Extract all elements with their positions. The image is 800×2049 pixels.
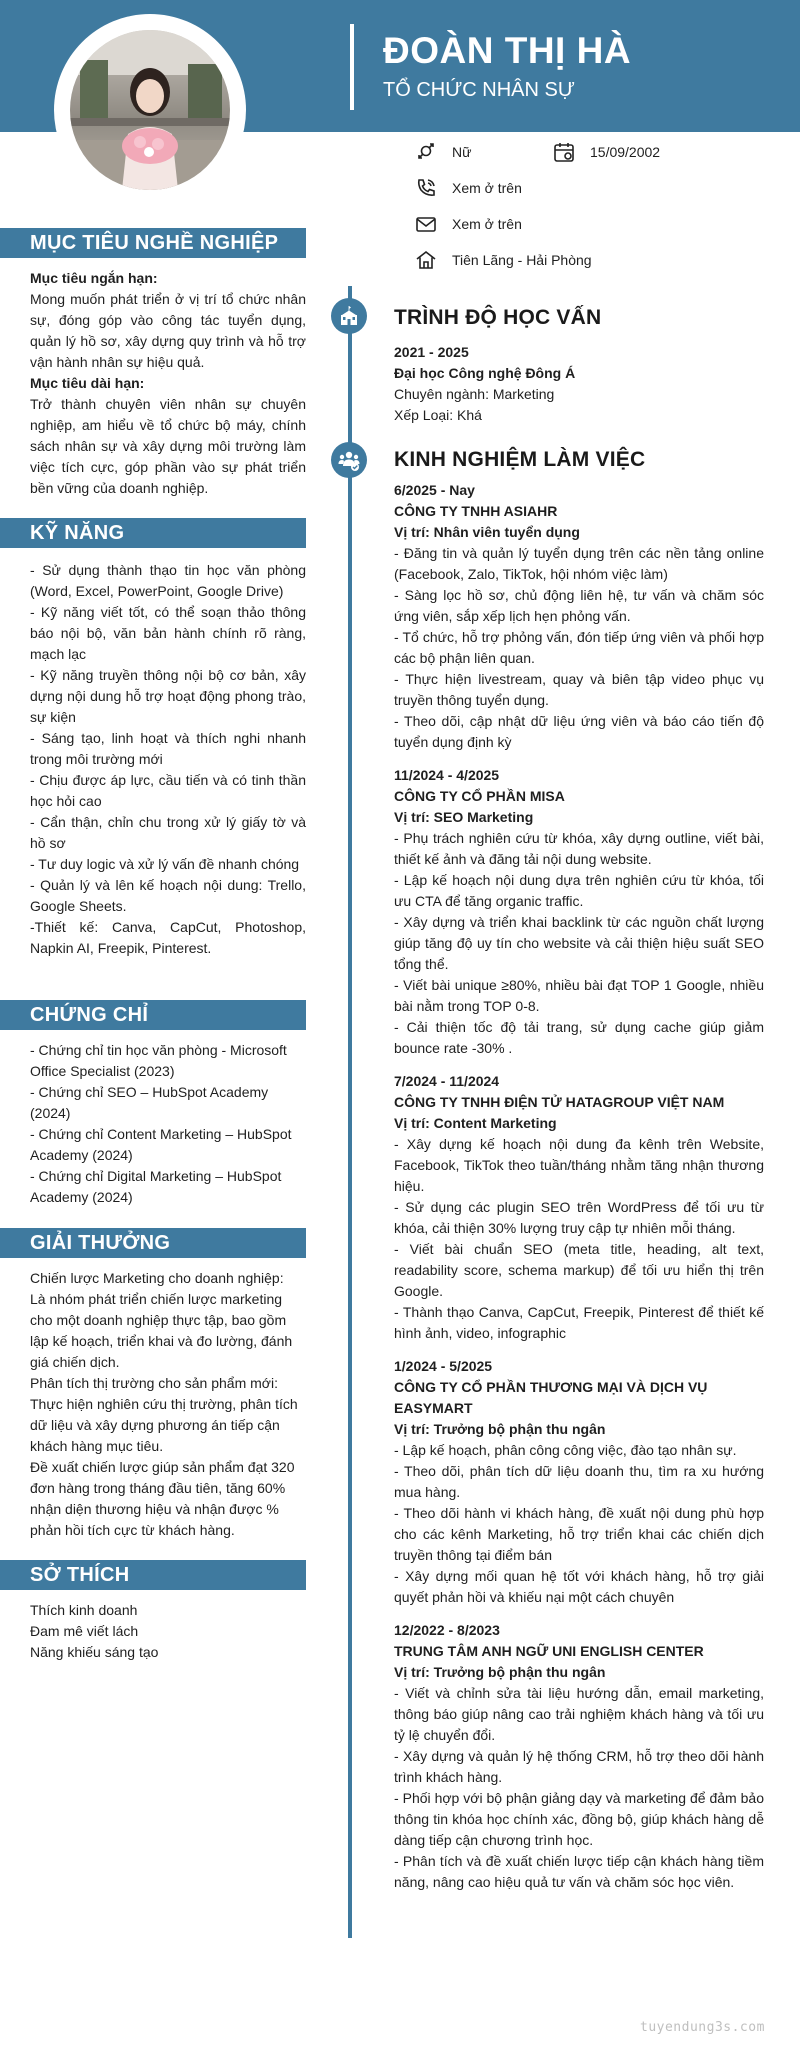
- job-bullet: - Sàng lọc hồ sơ, chủ động liên hệ, tư vấn và chăm sóc ứng viên, sắp xếp lịch hẹn phỏng vấn.: [394, 587, 764, 624]
- skill-item: - Cẩn thận, chỉn chu trong xử lý giấy tờ và hồ sơ: [30, 814, 306, 851]
- hobbies-header: [0, 1560, 306, 1590]
- job-bullet: - Phụ trách nghiên cứu từ khóa, xây dựng outline, viết bài, thiết kế ảnh và đăng tải nội dung website.: [394, 830, 764, 867]
- job-bullet: - Lập kế hoạch nội dung dựa trên nghiên cứu từ khóa, tối ưu CTA để tăng organic traffic.: [394, 872, 764, 909]
- job-bullet: - Xây dựng và quản lý hệ thống CRM, hỗ trợ theo dõi hành trình khách hàng.: [394, 1748, 764, 1785]
- education-section: [394, 306, 764, 426]
- skill-item: - Kỹ năng viết tốt, có thể soạn thảo thông báo nội bộ, văn bản hành chính rõ ràng, mạch lạc: [30, 604, 306, 662]
- phone-icon: [414, 176, 438, 200]
- short-term-label: Mục tiêu ngắn hạn:: [30, 270, 158, 286]
- job-company: CÔNG TY TNHH ASIAHR: [394, 503, 558, 519]
- skills-section: [30, 560, 306, 959]
- job-period: 1/2024 - 5/2025: [394, 1358, 493, 1374]
- job-position: Vị trí: Content Marketing: [394, 1115, 557, 1131]
- job-position: Vị trí: Nhân viên tuyển dụng: [394, 524, 580, 540]
- home-icon: [414, 248, 438, 272]
- hobby-item: Thích kinh doanh: [30, 1602, 138, 1618]
- short-term-text: Mong muốn phát triển ở vị trí tổ chức nhân sự, đóng góp vào công tác tuyển dụng, quản lý hồ sơ, xây dựng quy trình và hỗ trợ vận hành nhân sự hiệu quả.: [30, 291, 306, 370]
- hobbies-section: [30, 1600, 306, 1663]
- job-company: CÔNG TY CỔ PHẦN MISA: [394, 788, 565, 804]
- certificates-title: CHỨNG CHỈ: [0, 1000, 306, 1030]
- objective-section: [30, 268, 306, 499]
- job-bullet: - Phân tích và đề xuất chiến lược tiếp cận khách hàng tiềm năng, nâng cao hiệu quả tư vấn và chăm sóc học viên.: [394, 1853, 764, 1890]
- job-bullet: - Thành thạo Canva, CapCut, Freepik, Pinterest để thiết kế hình ảnh, video, infographic: [394, 1304, 764, 1341]
- awards-title: GIẢI THƯỞNG: [0, 1228, 306, 1258]
- email-value: Xem ở trên: [452, 216, 522, 232]
- skill-item: - Sử dụng thành thạo tin học văn phòng (Word, Excel, PowerPoint, Google Drive): [30, 562, 306, 599]
- job-company: CÔNG TY CỔ PHẦN THƯƠNG MẠI VÀ DỊCH VỤ EASYMART: [394, 1379, 708, 1416]
- certificates-section: [30, 1040, 306, 1208]
- awards-header: [0, 1228, 306, 1258]
- avatar: [70, 30, 230, 190]
- skill-item: - Quản lý và lên kế hoạch nội dung: Trello, Google Sheets.: [30, 877, 306, 914]
- award-line: Là nhóm phát triển chiến lược marketing cho một doanh nghiệp thực tập, bao gồm lập kế hoạch, triển khai và đo lường, đánh giá chiến dịch.: [30, 1291, 293, 1370]
- job-bullet: - Lập kế hoạch, phân công công việc, đào tạo nhân sự.: [394, 1442, 737, 1458]
- education-period: 2021 - 2025: [394, 344, 469, 360]
- hobby-item: Đam mê viết lách: [30, 1623, 139, 1639]
- experience-section: [394, 448, 764, 1905]
- certificates-header: [0, 1000, 306, 1030]
- education-title: TRÌNH ĐỘ HỌC VẤN: [394, 306, 602, 329]
- gender-value: Nữ: [452, 144, 472, 160]
- header-divider: [350, 24, 354, 110]
- job-bullet: - Xây dựng mối quan hệ tốt với khách hàng, hỗ trợ giải quyết phản hồi và khiếu nại một cách chuyên: [394, 1568, 764, 1605]
- education-icon: [331, 298, 367, 334]
- contact-row-gender-birthday: [414, 134, 774, 170]
- skill-item: -Thiết kế: Canva, CapCut, Photoshop, Napkin AI, Freepik, Pinterest.: [30, 919, 306, 956]
- job-period: 7/2024 - 11/2024: [394, 1073, 500, 1089]
- award-line: Thực hiện nghiên cứu thị trường, phân tích dữ liệu và xây dựng phương án tiếp cận khách hàng mục tiêu.: [30, 1396, 298, 1454]
- job-bullet: - Viết và chỉnh sửa tài liệu hướng dẫn, email marketing, thông báo giúp nâng cao trải nghiệm khách hàng và tối ưu tỷ lệ chuyển đổi.: [394, 1685, 764, 1743]
- skills-title: KỸ NĂNG: [0, 518, 306, 548]
- calendar-icon: [552, 140, 576, 164]
- job-entry: [394, 1071, 764, 1344]
- job-bullet: - Theo dõi, cập nhật dữ liệu ứng viên và báo cáo tiến độ tuyển dụng định kỳ: [394, 713, 764, 750]
- job-bullet: - Thực hiện livestream, quay và biên tập video phục vụ truyền thông tuyển dụng.: [394, 671, 764, 708]
- address-value: Tiên Lãng - Hải Phòng: [452, 252, 592, 268]
- job-bullet: - Đăng tin và quản lý tuyển dụng trên các nền tảng online (Facebook, Zalo, TikTok, hội nhóm việc làm): [394, 545, 764, 582]
- job-company: CÔNG TY TNHH ĐIỆN TỬ HATAGROUP VIỆT NAM: [394, 1094, 725, 1110]
- skill-item: - Chịu được áp lực, cầu tiến và có tinh thần học hỏi cao: [30, 772, 306, 809]
- hobby-item: Năng khiếu sáng tạo: [30, 1644, 159, 1660]
- certificate-item: - Chứng chỉ Content Marketing – HubSpot Academy (2024): [30, 1126, 292, 1163]
- contact-row-address: [414, 242, 774, 278]
- education-school: Đại học Công nghệ Đông Á: [394, 365, 576, 381]
- job-bullet: - Xây dựng kế hoạch nội dung đa kênh trên Website, Facebook, TikTok theo tuần/tháng nhằm tăng nhận thương hiệu.: [394, 1136, 764, 1194]
- awards-section: [30, 1268, 306, 1541]
- candidate-name: ĐOÀN THỊ HÀ: [383, 30, 632, 71]
- objective-header: [0, 228, 306, 258]
- award-line: Phân tích thị trường cho sản phẩm mới:: [30, 1375, 278, 1391]
- email-icon: [414, 212, 438, 236]
- education-major: Chuyên ngành: Marketing: [394, 386, 555, 402]
- experience-icon: [331, 442, 367, 478]
- job-entry: [394, 1356, 764, 1608]
- job-position: Vị trí: Trưởng bộ phận thu ngân: [394, 1421, 606, 1437]
- job-bullet: - Cải thiện tốc độ tải trang, sử dụng cache giúp giảm bounce rate -30% .: [394, 1019, 764, 1056]
- job-position: Vị trí: SEO Marketing: [394, 809, 534, 825]
- job-entry: [394, 1620, 764, 1893]
- job-bullet: - Xây dựng và triển khai backlink từ các nguồn chất lượng giúp tăng độ uy tín cho website và cải thiện hiệu suất SEO tổng thể.: [394, 914, 764, 972]
- certificate-item: - Chứng chỉ SEO – HubSpot Academy (2024): [30, 1084, 269, 1121]
- long-term-label: Mục tiêu dài hạn:: [30, 375, 145, 391]
- phone-value: Xem ở trên: [452, 180, 522, 196]
- objective-title: MỤC TIÊU NGHỀ NGHIỆP: [0, 228, 306, 258]
- contact-row-email: [414, 206, 774, 242]
- job-bullet: - Sử dụng các plugin SEO trên WordPress để tối ưu từ khóa, cải thiện 30% lượng truy cập tự nhiên mỗi tháng.: [394, 1199, 764, 1236]
- skill-item: - Sáng tạo, linh hoạt và thích nghi nhanh trong môi trường mới: [30, 730, 306, 767]
- contact-row-phone: [414, 170, 774, 206]
- gender-icon: [414, 140, 438, 164]
- job-bullet: - Phối hợp với bộ phận giảng dạy và marketing để đảm bảo thông tin khóa học chính xác, đồng bộ, giúp khách hàng dễ dàng tiếp cận chương trình học.: [394, 1790, 764, 1848]
- job-bullet: - Viết bài chuẩn SEO (meta title, heading, alt text, readability score, schema markup) để tối ưu hiển thị trên Google.: [394, 1241, 764, 1299]
- certificate-item: - Chứng chỉ tin học văn phòng - Microsoft Office Specialist (2023): [30, 1042, 287, 1079]
- skill-item: - Tư duy logic và xử lý vấn đề nhanh chóng: [30, 856, 300, 872]
- job-period: 12/2022 - 8/2023: [394, 1622, 500, 1638]
- long-term-text: Trở thành chuyên viên nhân sự chuyên nghiệp, am hiểu về tổ chức bộ máy, chính sách nhân sự và xây dựng môi trường làm việc tích cực, góp phần vào sự phát triển bền vững của doanh nghiệp.: [30, 396, 306, 496]
- job-entry: [394, 765, 764, 1059]
- job-entry: [394, 480, 764, 753]
- award-line: Chiến lược Marketing cho doanh nghiệp:: [30, 1270, 284, 1286]
- birthday-value: 15/09/2002: [590, 144, 661, 160]
- award-line: Đề xuất chiến lược giúp sản phẩm đạt 320 đơn hàng trong tháng đầu tiên, tăng 60% nhận diện thương hiệu và nhận được % phản hồi tích cực từ khách hàng.: [30, 1459, 295, 1538]
- job-bullet: - Viết bài unique ≥80%, nhiều bài đạt TOP 1 Google, nhiều bài nằm trong TOP 0-8.: [394, 977, 764, 1014]
- job-period: 11/2024 - 4/2025: [394, 767, 500, 783]
- certificate-item: - Chứng chỉ Digital Marketing – HubSpot Academy (2024): [30, 1168, 282, 1205]
- experience-title: KINH NGHIỆM LÀM VIỆC: [394, 448, 646, 471]
- job-bullet: - Theo dõi, phân tích dữ liệu doanh thu, tìm ra xu hướng mua hàng.: [394, 1463, 764, 1500]
- skill-item: - Kỹ năng truyền thông nội bộ cơ bản, xây dựng nội dung hỗ trợ hoạt động phong trào, sự kiện: [30, 667, 306, 725]
- candidate-role: TỔ CHỨC NHÂN SỰ: [383, 79, 575, 101]
- job-bullet: - Tổ chức, hỗ trợ phỏng vấn, đón tiếp ứng viên và phối hợp các bộ phận liên quan.: [394, 629, 764, 666]
- job-company: TRUNG TÂM ANH NGỮ UNI ENGLISH CENTER: [394, 1643, 704, 1659]
- timeline-line: [348, 286, 352, 1938]
- job-position: Vị trí: Trưởng bộ phận thu ngân: [394, 1664, 606, 1680]
- job-period: 6/2025 - Nay: [394, 482, 475, 498]
- job-bullet: - Theo dõi hành vi khách hàng, đề xuất nội dung phù hợp cho các kênh Marketing, hỗ trợ triển khai các chiến dịch truyền thông tại điểm bán: [394, 1505, 764, 1563]
- hobbies-title: SỞ THÍCH: [0, 1560, 306, 1590]
- contact-block: [414, 134, 774, 278]
- education-grade: Xếp Loại: Khá: [394, 407, 482, 423]
- skills-header: [0, 518, 306, 548]
- watermark: tuyendung3s.com: [640, 2020, 765, 2035]
